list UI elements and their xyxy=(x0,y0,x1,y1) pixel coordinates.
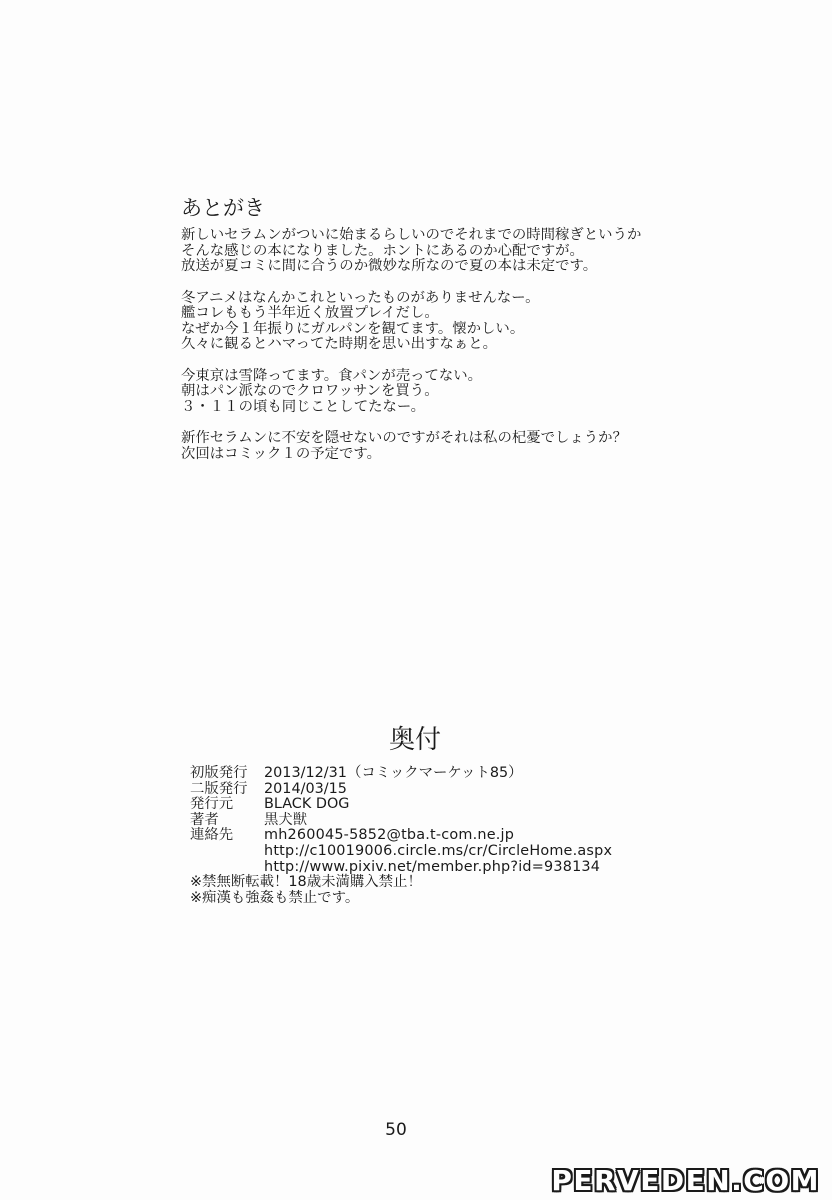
colophon-row-circle-url xyxy=(190,844,710,860)
afterword-line: なぜか今１年振りにガルパンを観てます。懐かしい。 xyxy=(181,320,525,337)
colophon-row-second-edition xyxy=(190,782,710,798)
colophon-label: 連絡先 xyxy=(190,827,234,844)
colophon-label: 初版発行 xyxy=(190,765,248,781)
contact-email: mh260045-5852@tba.t-com.ne.jp xyxy=(264,827,515,844)
afterword-line: 今東京は雪降ってます。食パンが売ってない。 xyxy=(181,367,483,384)
afterword-paragraph-1 xyxy=(181,228,701,275)
colophon-value: 2014/03/15 xyxy=(264,780,347,797)
afterword-line: 朝はパン派なのでクロワッサンを買う。 xyxy=(181,383,439,399)
colophon-row-first-edition xyxy=(190,766,710,782)
colophon-block xyxy=(190,766,710,906)
afterword-paragraph-2 xyxy=(181,291,701,353)
afterword-line: 新作セラムンに不安を隠せないのですがそれは私の杞憂でしょうか？ xyxy=(181,430,627,446)
watermark-logo xyxy=(545,1162,826,1198)
afterword-line: 新しいセラムンがついに始まるらしいのでそれまでの時間稼ぎというか xyxy=(181,227,642,243)
afterword-paragraph-3 xyxy=(181,369,701,416)
afterword-line: 艦コレももう半年近く放置プレイだし。 xyxy=(181,305,439,321)
watermark-text: PERVEDEN.COM xyxy=(551,1163,820,1197)
afterword-line: そんな感じの本になりました。ホントにあるのか心配ですが。 xyxy=(181,242,584,259)
colophon-row-author xyxy=(190,813,710,829)
colophon-row-publisher xyxy=(190,797,710,813)
colophon-value: BLACK DOG xyxy=(264,796,350,813)
afterword-line: 冬アニメはなんかこれといったものがありませんなー。 xyxy=(181,289,540,306)
colophon-label xyxy=(190,844,264,860)
colophon-label: 二版発行 xyxy=(190,780,248,797)
colophon-value: 黒犬獣 xyxy=(264,811,308,828)
afterword-line: ３・１１の頃も同じことしてたなー。 xyxy=(181,398,426,415)
page-number: 50 xyxy=(385,1120,407,1140)
afterword-body xyxy=(181,228,701,478)
afterword-paragraph-4 xyxy=(181,431,701,462)
notice-no-reprint: ※禁無断転載！18歳未満購入禁止！ xyxy=(190,874,422,891)
colophon-row-pixiv-url xyxy=(190,860,710,876)
colophon-heading: 奥付 xyxy=(388,725,441,755)
colophon-row-contact xyxy=(190,828,710,844)
colophon-value: 2013/12/31（コミックマーケット85） xyxy=(264,765,523,781)
circle-url: http://c10019006.circle.ms/cr/CircleHome.aspx xyxy=(264,842,613,859)
colophon-label: 発行元 xyxy=(190,796,234,813)
afterword-line: 久々に観るとハマってた時期を思い出すなぁと。 xyxy=(181,336,498,352)
pixiv-url: http://www.pixiv.net/member.php?id=938134 xyxy=(264,858,601,875)
notice-prohibited: ※痴漢も強姦も禁止です。 xyxy=(190,889,360,906)
colophon-label xyxy=(190,860,264,876)
afterword-line: 次回はコミック１の予定です。 xyxy=(181,445,382,462)
afterword-line: 放送が夏コミに間に合うのか微妙な所なので夏の本は未定です。 xyxy=(181,258,598,274)
afterword-heading: あとがき xyxy=(181,196,265,220)
colophon-label: 著者 xyxy=(190,811,219,828)
